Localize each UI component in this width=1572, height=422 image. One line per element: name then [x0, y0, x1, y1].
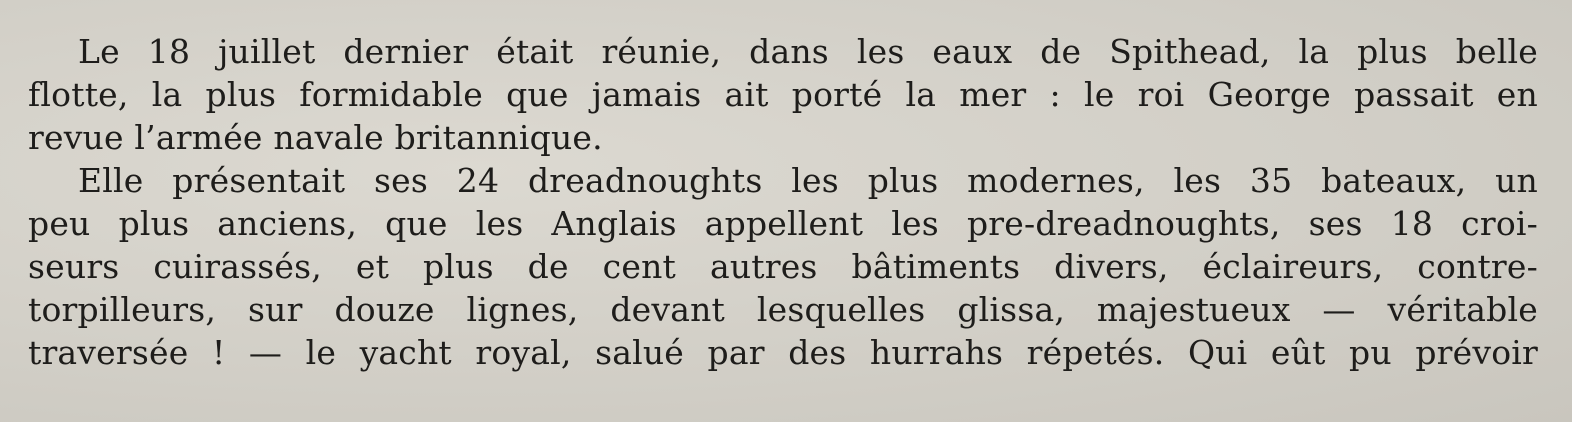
text-line: peu plus anciens, que les Anglais appellent les pre-dreadnoughts, ses 18 croi- [28, 204, 1538, 243]
text-line: Elle présentait ses 24 dreadnoughts les plus modernes, les 35 bateaux, un [78, 161, 1538, 200]
text-line: flotte, la plus formidable que jamais ait porté la mer : le roi George passait en [28, 75, 1538, 114]
text-line: traversée ! — le yacht royal, salué par des hurrahs répetés. Qui eût pu prévoir [28, 333, 1538, 372]
body-text [28, 30, 1538, 374]
text-line: torpilleurs, sur douze lignes, devant lesquelles glissa, majestueux — véritable [28, 290, 1538, 329]
text-line: revue l’armée navale britannique. [28, 118, 603, 157]
text-line: Le 18 juillet dernier était réunie, dans les eaux de Spithead, la plus belle [78, 32, 1538, 71]
text-line: seurs cuirassés, et plus de cent autres bâtiments divers, éclaireurs, contre- [28, 247, 1538, 286]
